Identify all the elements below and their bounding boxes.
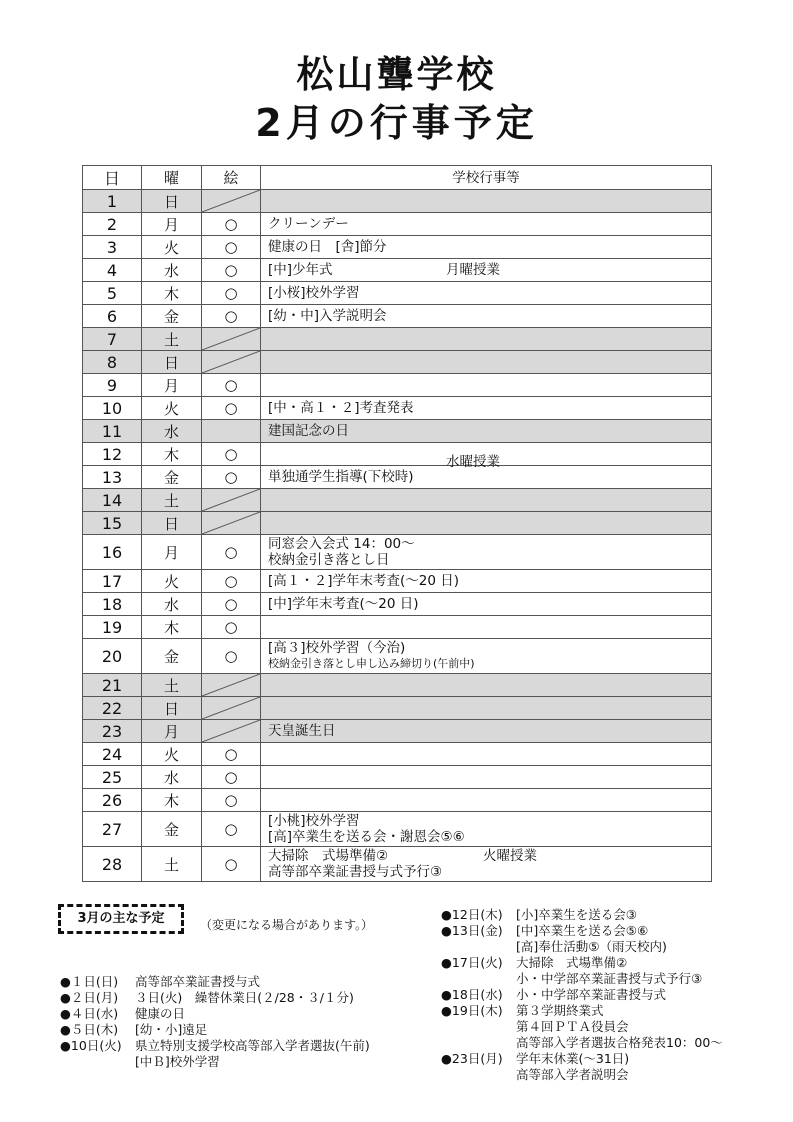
events-cell	[261, 213, 712, 236]
events-cell	[261, 374, 712, 397]
bus-mark: ○	[224, 820, 238, 838]
weekday-cell: 日	[142, 190, 202, 213]
day-cell: 17	[83, 570, 142, 593]
table-row	[83, 789, 712, 812]
list-item-date: ●23日(月)	[441, 1051, 503, 1066]
bus-cell	[202, 259, 261, 282]
list-item	[441, 1067, 723, 1083]
bus-mark: ○	[224, 399, 238, 417]
weekday-cell: 木	[142, 616, 202, 639]
list-item-date: ●19日(木)	[441, 1003, 503, 1018]
list-item	[60, 1006, 370, 1022]
list-item-text: 学年末休業(～31日)	[516, 1051, 630, 1066]
events-cell	[261, 570, 712, 593]
bus-cell	[202, 570, 261, 593]
no-bus-slash-icon	[202, 489, 260, 511]
schedule-note: 月曜授業	[446, 262, 500, 278]
day-cell: 7	[83, 328, 142, 351]
schedule-note: 火曜授業	[483, 848, 537, 864]
bus-mark: ○	[224, 238, 238, 256]
day-cell: 23	[83, 720, 142, 743]
event-text: 大掃除 式場準備②	[268, 848, 389, 864]
event-text: クリーンデー	[268, 216, 349, 232]
day-cell: 13	[83, 466, 142, 489]
event-text-2: [高]卒業生を送る会・謝恩会⑤⑥	[268, 829, 465, 845]
list-item-text: 高等部入学者選抜合格発表10：00～	[516, 1035, 723, 1050]
bus-cell	[202, 397, 261, 420]
weekday-cell: 金	[142, 305, 202, 328]
table-row	[83, 397, 712, 420]
list-item	[60, 974, 370, 990]
weekday-cell: 月	[142, 374, 202, 397]
weekday-cell: 土	[142, 674, 202, 697]
day-cell: 27	[83, 812, 142, 847]
weekday-cell: 金	[142, 466, 202, 489]
event-text: 単独通学生指導(下校時)	[268, 469, 414, 485]
table-row	[83, 697, 712, 720]
bus-mark: ○	[224, 543, 238, 561]
table-row	[83, 593, 712, 616]
events-cell	[261, 720, 712, 743]
list-item-text: [中Ｂ]校外学習	[135, 1054, 220, 1069]
bus-cell	[202, 535, 261, 570]
weekday-cell: 水	[142, 259, 202, 282]
events-cell	[261, 812, 712, 847]
bus-mark: ○	[224, 284, 238, 302]
list-item	[60, 1054, 370, 1070]
bus-cell	[202, 639, 261, 674]
bus-cell	[202, 789, 261, 812]
list-item-text: [小]卒業生を送る会③	[516, 907, 637, 922]
bus-mark: ○	[224, 855, 238, 873]
list-item	[60, 1022, 370, 1038]
no-bus-slash-icon	[202, 674, 260, 696]
list-item-date: ●12日(木)	[441, 907, 503, 922]
table-row	[83, 420, 712, 443]
bus-cell	[202, 512, 261, 535]
events-cell	[261, 639, 712, 674]
events-cell	[261, 535, 712, 570]
bus-cell	[202, 489, 261, 512]
bus-mark: ○	[224, 768, 238, 786]
event-text: 建国記念の日	[268, 423, 349, 439]
list-item-text: 県立特別支援学校高等部入学者選抜(午前)	[135, 1038, 370, 1053]
list-item	[441, 939, 723, 955]
table-row	[83, 743, 712, 766]
header-bus: 絵	[202, 166, 261, 190]
event-text: 健康の日 [舎]節分	[268, 239, 387, 255]
events-cell	[261, 190, 712, 213]
events-cell	[261, 282, 712, 305]
list-item-text: 大掃除 式場準備②	[516, 955, 628, 970]
events-cell	[261, 466, 712, 489]
table-row	[83, 512, 712, 535]
bus-mark: ○	[224, 307, 238, 325]
table-row	[83, 236, 712, 259]
list-item-text: 高等部卒業証書授与式	[135, 974, 261, 989]
table-row	[83, 443, 712, 466]
bus-cell	[202, 720, 261, 743]
weekday-cell: 火	[142, 397, 202, 420]
table-row	[83, 570, 712, 593]
day-cell: 3	[83, 236, 142, 259]
march-list-left	[60, 974, 370, 1070]
table-row	[83, 812, 712, 847]
events-cell	[261, 743, 712, 766]
header-weekday: 曜	[142, 166, 202, 190]
table-row	[83, 466, 712, 489]
bus-mark: ○	[224, 468, 238, 486]
weekday-cell: 木	[142, 443, 202, 466]
march-schedule-note: （変更になる場合があります。）	[200, 918, 374, 932]
event-text: [高１・２]学年末考査(～20 日)	[268, 573, 460, 589]
day-cell: 12	[83, 443, 142, 466]
table-row	[83, 674, 712, 697]
table-row	[83, 351, 712, 374]
events-cell	[261, 512, 712, 535]
day-cell: 11	[83, 420, 142, 443]
day-cell: 25	[83, 766, 142, 789]
events-cell	[261, 328, 712, 351]
list-item	[441, 987, 723, 1003]
table-row	[83, 374, 712, 397]
day-cell: 28	[83, 847, 142, 882]
no-bus-slash-icon	[202, 697, 260, 719]
events-cell	[261, 489, 712, 512]
weekday-cell: 木	[142, 789, 202, 812]
table-row	[83, 489, 712, 512]
bus-cell	[202, 847, 261, 882]
weekday-cell: 水	[142, 420, 202, 443]
list-item-date: ●17日(火)	[441, 955, 503, 970]
list-item	[441, 1019, 723, 1035]
event-text: [中]少年式	[268, 262, 333, 278]
events-cell	[261, 420, 712, 443]
bus-mark: ○	[224, 376, 238, 394]
table-row	[83, 847, 712, 882]
list-item-text: 第４回ＰＴＡ役員会	[516, 1019, 629, 1034]
day-cell: 2	[83, 213, 142, 236]
table-row	[83, 616, 712, 639]
day-cell: 8	[83, 351, 142, 374]
weekday-cell: 火	[142, 743, 202, 766]
table-row	[83, 190, 712, 213]
bus-cell	[202, 766, 261, 789]
weekday-cell: 月	[142, 535, 202, 570]
weekday-cell: 月	[142, 720, 202, 743]
weekday-cell: 水	[142, 593, 202, 616]
list-item-text: [幼・小]遠足	[135, 1022, 208, 1037]
weekday-cell: 火	[142, 570, 202, 593]
events-cell	[261, 766, 712, 789]
weekday-cell: 土	[142, 328, 202, 351]
events-cell	[261, 674, 712, 697]
list-item	[441, 955, 723, 971]
table-row	[83, 720, 712, 743]
day-cell: 26	[83, 789, 142, 812]
weekday-cell: 日	[142, 351, 202, 374]
events-cell	[261, 259, 712, 282]
weekday-cell: 金	[142, 812, 202, 847]
day-cell: 5	[83, 282, 142, 305]
list-item-date: ●10日(火)	[60, 1038, 122, 1053]
bus-cell	[202, 351, 261, 374]
day-cell: 10	[83, 397, 142, 420]
list-item-date: ●４日(水)	[60, 1006, 119, 1021]
table-row	[83, 328, 712, 351]
list-item	[441, 971, 723, 987]
bus-cell	[202, 443, 261, 466]
weekday-cell: 土	[142, 847, 202, 882]
weekday-cell: 日	[142, 512, 202, 535]
table-row	[83, 766, 712, 789]
no-bus-slash-icon	[202, 328, 260, 350]
table-row	[83, 282, 712, 305]
bus-cell	[202, 236, 261, 259]
weekday-cell: 日	[142, 697, 202, 720]
day-cell: 1	[83, 190, 142, 213]
no-bus-slash-icon	[202, 720, 260, 742]
bus-mark: ○	[224, 647, 238, 665]
bus-mark: ○	[224, 215, 238, 233]
schedule-note: 水曜授業	[446, 454, 500, 470]
day-cell: 16	[83, 535, 142, 570]
day-cell: 19	[83, 616, 142, 639]
bus-mark: ○	[224, 445, 238, 463]
bus-cell	[202, 305, 261, 328]
events-cell	[261, 616, 712, 639]
list-item-text: [高]奉仕活動⑤（雨天校内)	[516, 939, 667, 954]
events-cell	[261, 593, 712, 616]
events-cell	[261, 847, 712, 882]
bus-mark: ○	[224, 791, 238, 809]
bus-mark: ○	[224, 595, 238, 613]
day-cell: 18	[83, 593, 142, 616]
events-cell	[261, 397, 712, 420]
weekday-cell: 月	[142, 213, 202, 236]
list-item-text: [中]卒業生を送る会⑤⑥	[516, 923, 649, 938]
day-cell: 6	[83, 305, 142, 328]
table-row	[83, 213, 712, 236]
bus-cell	[202, 328, 261, 351]
table-row	[83, 259, 712, 282]
events-cell	[261, 789, 712, 812]
bus-cell	[202, 697, 261, 720]
list-item-text: 第３学期終業式	[516, 1003, 604, 1018]
list-item-date: ●18日(水)	[441, 987, 503, 1002]
list-item-text: 高等部入学者説明会	[516, 1067, 629, 1082]
event-text: [幼・中]入学説明会	[268, 308, 387, 324]
event-text: [中・高１・２]考査発表	[268, 400, 414, 416]
bus-cell	[202, 420, 261, 443]
day-cell: 22	[83, 697, 142, 720]
event-text-2: 高等部卒業証書授与式予行③	[268, 864, 443, 880]
day-cell: 14	[83, 489, 142, 512]
list-item	[441, 1003, 723, 1019]
list-item	[60, 990, 370, 1006]
bus-cell	[202, 466, 261, 489]
no-bus-slash-icon	[202, 190, 260, 212]
events-cell	[261, 443, 712, 470]
event-text: 天皇誕生日	[268, 723, 336, 739]
bus-cell	[202, 213, 261, 236]
weekday-cell: 火	[142, 236, 202, 259]
list-item	[441, 1035, 723, 1051]
school-name-title: 松山聾学校	[296, 53, 497, 96]
bus-cell	[202, 812, 261, 847]
bus-mark: ○	[224, 572, 238, 590]
list-item	[441, 1051, 723, 1067]
events-cell	[261, 236, 712, 259]
bus-cell	[202, 674, 261, 697]
list-item-text: ３日(火) 繰替休業日(２/28・３/１分)	[135, 990, 354, 1005]
bus-cell	[202, 282, 261, 305]
list-item-date: ●13日(金)	[441, 923, 503, 938]
march-schedule-label: 3月の主な予定	[58, 904, 184, 934]
event-text: 同窓会入会式 14：00～	[268, 536, 415, 552]
weekday-cell: 土	[142, 489, 202, 512]
day-cell: 15	[83, 512, 142, 535]
event-text: [小桃]校外学習	[268, 813, 360, 829]
bus-mark: ○	[224, 261, 238, 279]
table-row	[83, 639, 712, 674]
bus-cell	[202, 190, 261, 213]
weekday-cell: 木	[142, 282, 202, 305]
event-text-2: 校納金引き落とし日	[268, 552, 390, 568]
weekday-cell: 金	[142, 639, 202, 674]
day-cell: 20	[83, 639, 142, 674]
list-item-date: ●２日(月)	[60, 990, 119, 1005]
bus-mark: ○	[224, 745, 238, 763]
list-item-date: ●５日(木)	[60, 1022, 119, 1037]
bus-cell	[202, 374, 261, 397]
list-item	[441, 907, 723, 923]
table-row	[83, 535, 712, 570]
event-text: [中]学年末考査(～20 日)	[268, 596, 419, 612]
event-text-2: 校納金引き落とし申し込み締切り(午前中)	[268, 657, 475, 670]
table-header-row	[83, 166, 712, 190]
day-cell: 9	[83, 374, 142, 397]
day-cell: 21	[83, 674, 142, 697]
bus-cell	[202, 593, 261, 616]
header-events: 学校行事等	[261, 166, 712, 190]
list-item-text: 小・中学部卒業証書授与式	[516, 987, 667, 1002]
list-item-text: 健康の日	[135, 1006, 186, 1021]
list-item	[60, 1038, 370, 1054]
weekday-cell: 水	[142, 766, 202, 789]
list-item-text: 小・中学部卒業証書授与式予行③	[516, 971, 703, 986]
day-cell: 24	[83, 743, 142, 766]
no-bus-slash-icon	[202, 512, 260, 534]
bus-cell	[202, 616, 261, 639]
bus-cell	[202, 743, 261, 766]
march-list-right	[441, 907, 723, 1083]
list-item-date: ●１日(日)	[60, 974, 119, 989]
events-cell	[261, 351, 712, 374]
header-day: 日	[83, 166, 142, 190]
event-text: [小桜]校外学習	[268, 285, 360, 301]
events-cell	[261, 305, 712, 328]
events-cell	[261, 697, 712, 720]
page-title: 2月の行事予定	[255, 101, 538, 145]
table-row	[83, 305, 712, 328]
list-item	[441, 923, 723, 939]
bus-mark: ○	[224, 618, 238, 636]
day-cell: 4	[83, 259, 142, 282]
event-text: [高３]校外学習（今治)	[268, 640, 406, 656]
schedule-table	[82, 165, 712, 882]
no-bus-slash-icon	[202, 351, 260, 373]
